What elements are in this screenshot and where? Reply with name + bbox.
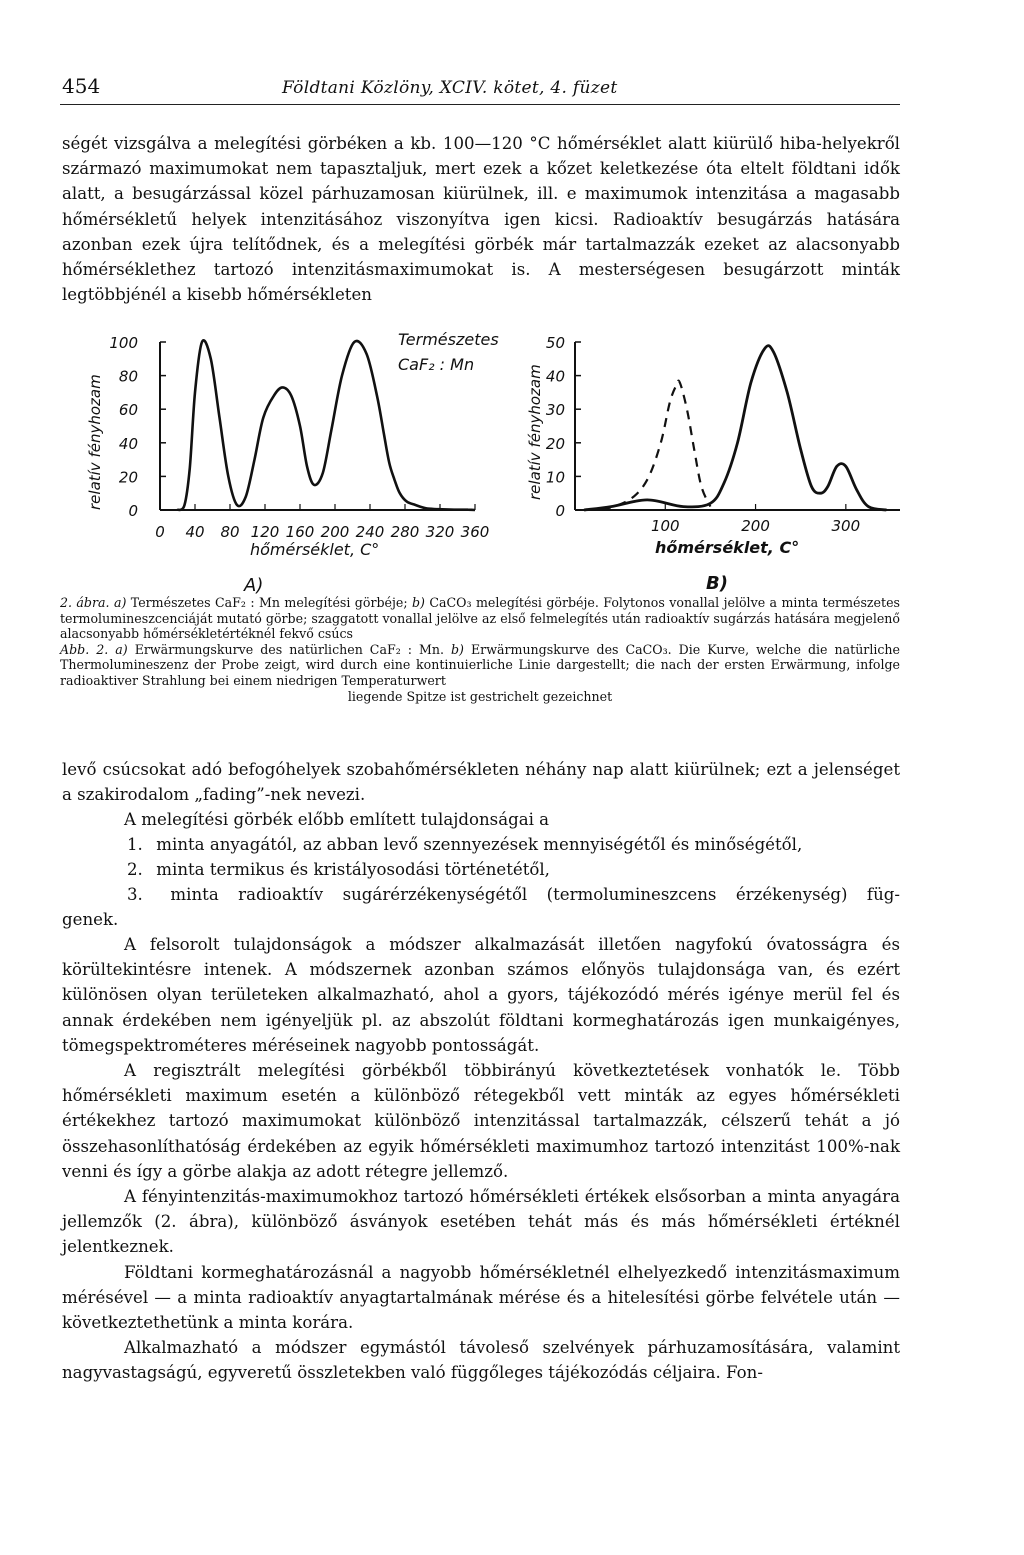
page-number: 454 (62, 74, 101, 98)
chart-panel-b (526, 334, 900, 594)
caption-de-b: b) (451, 641, 464, 657)
series-line-b-dashed (602, 381, 710, 510)
caption-hu-text-2: CaCO₃ melegítési görbéje. Folytonos vonallal jelölve a minta természetes termolumineszcenciáját mutató görbe; szaggatott vonallal jelölve az első felmelegítés után radioaktív sugárzás hatására megjelenő alacsonyabb hőmérsékletértéknél fekvő csúcs (60, 595, 900, 642)
y-tick-label-b: 20 (545, 434, 565, 453)
y-tick-label-b: 30 (545, 401, 565, 420)
paragraph-5: A regisztrált melegítési görbékből többirányú következtetések vonhatók le. Több hőmérsékleti maximum esetén a különböző rétegekből vett minták az egyes hőmérsékleti értékekhez tartozó maximumokat különböző intenzitással tartalmazzák, célszerű tehát a jó összehasonlíthatóság érdekében az egyik hőmérsékleti maximumhoz tartozó intenzitást 100%-nak venni és így a görbe alakja az adott rétegre jellemző. (62, 1061, 900, 1181)
x-tick-label-b: 300 (831, 517, 861, 535)
y-tick-label-a: 20 (118, 468, 138, 487)
annotation-line1: Természetes (398, 330, 499, 349)
caption-hu-a: a) (113, 595, 127, 610)
y-tick-label-a: 0 (128, 502, 138, 520)
annotation-line2: CaF₂ : Mn (398, 355, 475, 374)
x-tick-label-a: 280 (390, 523, 420, 541)
running-title: Földtani Közlöny, XCIV. kötet, 4. füzet (282, 78, 618, 98)
paragraph-4: A felsorolt tulajdonságok a módszer alkalmazását illetően nagyfokú óvatosságra és körültekintésre intenek. A módszernek azonban számos előnyös tulajdonsága van, és ezért különösen olyan területeken alkalmazható, ahol a gyors, tájékozódó mérés igénye merül fel és annak érdekében nem igényeljük pl. az abszolút földtani kormeghatározás igen munkaigényes, tömegspektrométeres méréseinek nagyobb pontosságát. (62, 935, 900, 1055)
chart-panel-a (86, 330, 499, 595)
list-num-3: 3. (127, 885, 143, 904)
caption-hu (60, 595, 900, 641)
caption-hu-label: 2. ábra. (60, 595, 110, 610)
list-text-3: minta radioaktív sugárérzékenységétől (termolumineszcens érzékenység) füg- (170, 885, 900, 904)
y-tick-label-a: 40 (118, 434, 138, 453)
y-tick-label-a: 100 (109, 334, 138, 352)
y-tick-label-b: 50 (545, 334, 565, 352)
x-tick-label-a: 0 (155, 523, 165, 541)
list-item-2 (127, 857, 900, 882)
y-tick-label-a: 60 (118, 401, 138, 420)
y-axis-label-b: relatív fényhozam (526, 364, 544, 500)
paragraph-1: levő csúcsokat adó befogóhelyek szobahőmérsékleten néhány nap alatt kiürülnek; ezt a jelenséget a szakirodalom „fading”-nek nevezi. (62, 760, 900, 805)
caption-de-last: liegende Spitze ist gestrichelt gezeichnet (347, 688, 613, 704)
caption-de-a: a) (115, 641, 128, 657)
y-tick-label-b: 0 (555, 502, 565, 520)
x-tick-label-a: 200 (320, 523, 350, 541)
list-item-1 (127, 832, 900, 857)
list-text-1: minta anyagától, az abban levő szennyezések mennyiségétől és minőségétől, (156, 835, 803, 854)
list-num-2: 2. (127, 860, 143, 879)
x-tick-label-a: 240 (355, 523, 385, 541)
paragraph-3-cont: genek. (62, 910, 119, 929)
caption-de-text-2: Erwärmungskurve des CaCO₃. Die Kurve, welche die natürliche Thermolumineszenz der Probe zeigt, wird durch eine kontinuierliche Linie dargestellt; die nach der ersten Erwärmung, infolge radioaktiver Strahlung bei einem niedrigen Temperaturwert (60, 641, 900, 688)
y-tick-label-b: 40 (545, 367, 565, 386)
x-tick-label-b: 200 (741, 517, 770, 535)
panel-label-a: A) (244, 575, 264, 595)
panel-label-b: B) (706, 573, 728, 594)
x-axis-label-a: hőmérséklet, C° (250, 540, 380, 559)
paragraph-7: Földtani kormeghatározásnál a nagyobb hőmérsékletnél elhelyezkedő intenzitásmaximum mérésével — a minta radioaktív anyagtartalmának mérése és a hitelesítési görbe felvétele után — következtethetünk a minta korára. (62, 1263, 900, 1333)
paragraph-6: A fényintenzitás-maximumokhoz tartozó hőmérsékleti értékek elsősorban a minta anyagára jellemzők (2. ábra), különböző ásványok esetében tehát más és más hőmérsékleti értéknél jelentkeznek. (62, 1187, 900, 1257)
list-num-1: 1. (127, 835, 143, 854)
x-tick-label-a: 160 (285, 523, 315, 541)
figure-caption (60, 595, 900, 704)
figure-2 (0, 0, 1024, 595)
y-tick-label-a: 80 (118, 367, 138, 386)
caption-hu-b: b) (412, 595, 425, 610)
caption-de-text-1: Erwärmungskurve des natürlichen CaF₂ : Mn. (127, 641, 451, 657)
y-axis-label-a: relatív fényhozam (86, 374, 104, 510)
x-tick-label-b: 100 (650, 517, 680, 535)
list-text-2: minta termikus és kristályosodási történetétől, (156, 860, 550, 879)
x-axis-label-b: hőmérséklet, C° (655, 538, 800, 557)
x-tick-label-a: 320 (425, 523, 455, 541)
y-tick-label-b: 10 (545, 468, 565, 487)
caption-hu-text-1: Természetes CaF₂ : Mn melegítési görbéje; (126, 595, 412, 610)
caption-de (60, 642, 900, 688)
paragraph-2: A melegítési görbék előbb említett tulajdonságai a (124, 810, 550, 829)
paragraph-8: Alkalmazható a módszer egymástól távoleső szelvények párhuzamosítására, valamint nagyvastagságú, egyveretű összletekben való függőleges tájékozódás céljaira. Fon- (62, 1338, 900, 1383)
list-item-3 (127, 882, 900, 907)
series-line-b-solid (584, 346, 887, 510)
x-tick-label-a: 80 (220, 523, 240, 541)
paragraph-top: ségét vizsgálva a melegítési görbéken a kb. 100—120 °C hőmérséklet alatt kiürülő hiba-helyekről származó maximumokat nem tapasztaljuk, mert ezek a kőzet keletkezése óta eltelt földtani idők alatt, a besugárzással közel párhuzamosan kiürülnek, ill. e maximumok intenzitása a magasabb hőmérsékletű helyek intenzitásához viszonyítva igen kicsi. Radioaktív besugárzás hatására azonban ezek újra telítődnek, és a melegítési görbék már tartalmazzák ezeket az alacsonyabb hőmérséklethez tartozó intenzitásmaximumokat is. A mesterségesen besugárzott minták legtöbbjénél a kisebb hőmérsékleten (62, 134, 900, 305)
caption-de-label: Abb. 2. (60, 641, 109, 657)
x-tick-label-a: 360 (460, 523, 490, 541)
x-tick-label-a: 40 (185, 523, 205, 541)
x-tick-label-a: 120 (250, 523, 280, 541)
